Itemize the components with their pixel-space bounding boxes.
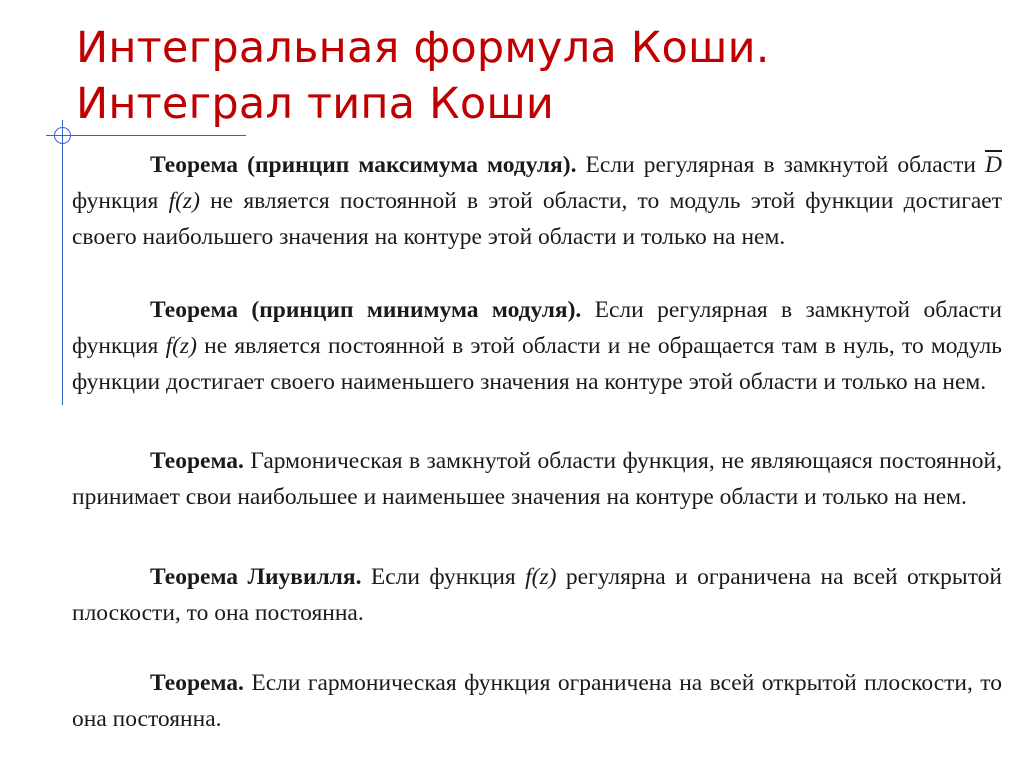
- theorem-harmonic-extremum: [72, 443, 1002, 515]
- theorem-heading: Теорема Лиувилля.: [150, 564, 362, 590]
- theorem-heading: Теорема.: [150, 448, 244, 474]
- theorem-text: Гармоническая в замкнутой области функция, не являющаяся постоянной, принимает свои наибольшее и наименьшее значения на контуре области и только на нем.: [72, 448, 1002, 510]
- function-symbol: f(z): [525, 564, 557, 590]
- theorem-text: не является постоянной в этой области и не обращается там в нуль, то модуль функции достигает своего наименьшего значения на контуре этой области и только на нем.: [72, 333, 1002, 395]
- theorem-text: регулярна и ограничена на всей открытой плоскости, то она постоянна.: [72, 564, 1003, 626]
- theorem-text: Если гармоническая функция ограничена на всей открытой плоскости, то она постоянна.: [72, 670, 1002, 732]
- theorem-text: Если регулярная в замкнутой области: [576, 152, 986, 178]
- guide-line-horizontal: [46, 135, 246, 136]
- theorem-text: Если функция: [361, 564, 526, 590]
- theorem-text: функция: [72, 188, 169, 214]
- closed-domain-symbol: $\overline{D}$: [985, 152, 1002, 178]
- theorem-text: не является постоянной в этой области, то модуль этой функции достигает своего наибольшего значения на контуре этой области и только на нем.: [72, 188, 1002, 250]
- theorem-harmonic-bounded: [72, 665, 1002, 737]
- function-symbol: f(z): [168, 188, 200, 214]
- theorem-max-modulus: [72, 147, 1002, 255]
- theorem-heading: Теорема (принцип максимума модуля).: [150, 152, 577, 178]
- theorem-heading: Теорема (принцип минимума модуля).: [150, 297, 582, 323]
- function-symbol: f(z): [165, 333, 197, 359]
- theorem-min-modulus: [72, 292, 1002, 400]
- theorem-text: Если регулярная в замкнутой области функция: [72, 297, 1002, 359]
- guide-line-vertical: [62, 120, 63, 405]
- theorem-liouville: [72, 559, 1002, 631]
- theorem-heading: Теорема.: [150, 670, 244, 696]
- slide-title: Интегральная формула Коши. Интеграл типа Коши: [76, 23, 770, 129]
- crosshair-circle-icon: [54, 127, 71, 144]
